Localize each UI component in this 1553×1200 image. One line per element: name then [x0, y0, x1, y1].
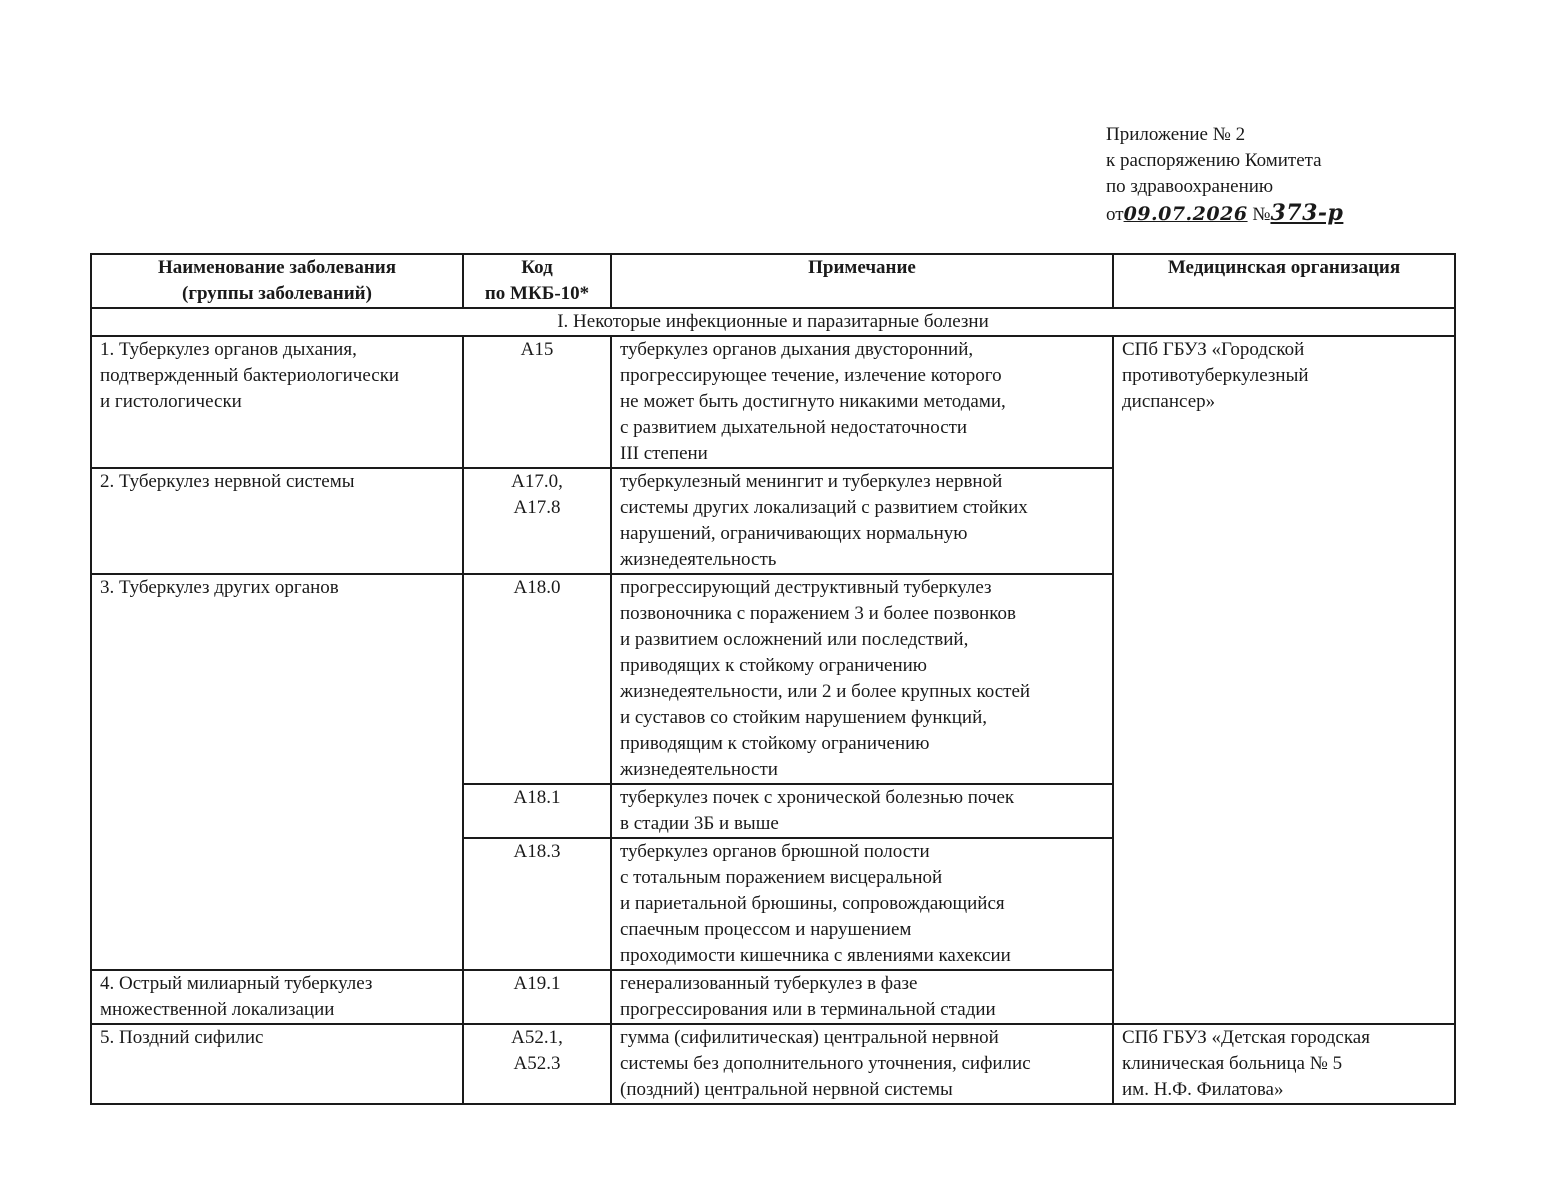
icd-code-cell: А18.3	[463, 838, 611, 970]
note-cell: туберкулез органов брюшной полости с тотальным поражением висцеральной и париетальной брюшины, сопровождающийся спаечным процессом и нарушением проходимости кишечника с явлениями кахексии	[611, 838, 1113, 970]
table-row	[91, 1024, 1455, 1104]
disease-name-cell: 3. Туберкулез других органов	[91, 574, 463, 970]
appendix-title: Приложение № 2	[1106, 124, 1246, 145]
date-prefix: от	[1106, 204, 1124, 225]
icd-code-cell: А17.0, А17.8	[463, 468, 611, 574]
disease-name-cell: 2. Туберкулез нервной системы	[91, 468, 463, 574]
disease-name-cell: 4. Острый милиарный туберкулез множественной локализации	[91, 970, 463, 1024]
column-header-medical-organization: Медицинская организация	[1113, 254, 1455, 308]
medical-organization-cell: СПб ГБУЗ «Детская городская клиническая больница № 5 им. Н.Ф. Филатова»	[1113, 1024, 1455, 1104]
appendix-date-number-line	[1106, 200, 1426, 228]
note-cell: туберкулезный менингит и туберкулез нервной системы других локализаций с развитием стойких нарушений, ограничивающих нормальную жизнедеятельность	[611, 468, 1113, 574]
disease-name-cell: 5. Поздний сифилис	[91, 1024, 463, 1104]
section-title: I. Некоторые инфекционные и паразитарные болезни	[91, 308, 1455, 336]
appendix-subtitle-line3: по здравоохранению	[1106, 176, 1274, 197]
icd-code-cell: А52.1, А52.3	[463, 1024, 611, 1104]
note-cell: туберкулез органов дыхания двусторонний, прогрессирующее течение, излечение которого не может быть достигнуто никакими методами, с развитием дыхательной недостаточности III степени	[611, 336, 1113, 468]
icd-code-cell: А19.1	[463, 970, 611, 1024]
column-header-disease-name: Наименование заболевания (группы заболеваний)	[91, 254, 463, 308]
note-cell: прогрессирующий деструктивный туберкулез позвоночника с поражением 3 и более позвонков и развитием осложнений или последствий, приводящих к стойкому ограничению жизнедеятельности, или 2 и более крупных костей и суставов со стойким нарушением функций, приводящим к стойкому ограничению жизнедеятельности	[611, 574, 1113, 784]
handwritten-date: 09.07.2026	[1123, 203, 1248, 225]
column-header-note: Примечание	[611, 254, 1113, 308]
section-row	[91, 308, 1455, 336]
appendix-header	[1106, 122, 1426, 228]
note-cell: генерализованный туберкулез в фазе прогрессирования или в терминальной стадии	[611, 970, 1113, 1024]
number-label: №	[1252, 204, 1271, 225]
icd-code-cell: А15	[463, 336, 611, 468]
handwritten-number: 373-р	[1270, 200, 1344, 226]
disease-name-cell: 1. Туберкулез органов дыхания, подтвержденный бактериологически и гистологически	[91, 336, 463, 468]
table-row	[91, 336, 1455, 468]
medical-organization-cell: СПб ГБУЗ «Городской противотуберкулезный диспансер»	[1113, 336, 1455, 1024]
appendix-subtitle-line2: к распоряжению Комитета	[1106, 150, 1322, 171]
icd-code-cell: А18.0	[463, 574, 611, 784]
diseases-table	[90, 253, 1456, 1105]
note-cell: туберкулез почек с хронической болезнью почек в стадии 3Б и выше	[611, 784, 1113, 838]
icd-code-cell: А18.1	[463, 784, 611, 838]
column-header-icd-code: Код по МКБ-10*	[463, 254, 611, 308]
note-cell: гумма (сифилитическая) центральной нервной системы без дополнительного уточнения, сифилис (поздний) центральной нервной системы	[611, 1024, 1113, 1104]
table-header-row	[91, 254, 1455, 308]
